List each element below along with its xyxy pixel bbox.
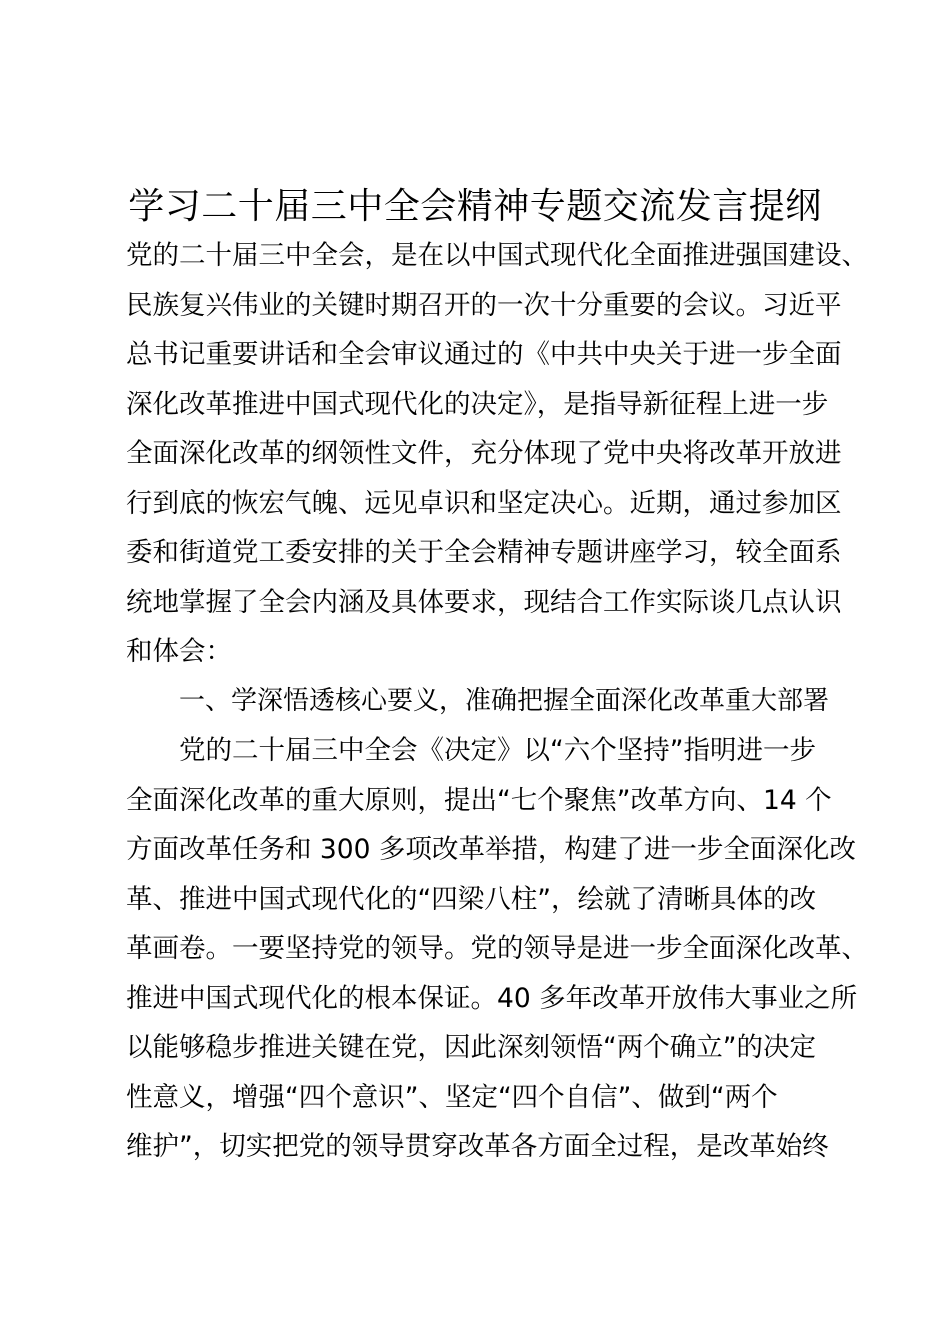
document-body (126, 231, 868, 1172)
paragraph-line: 深化改革推进中国式现代化的决定》，是指导新征程上进一步 (126, 388, 829, 420)
paragraph-line: 维护”，切实把党的领导贯穿改革各方面全过程，是改革始终 (126, 1131, 829, 1162)
paragraph-line: 行到底的恢宏气魄、远见卓识和坚定决心。近期，通过参加区 (126, 487, 842, 519)
section-heading-paragraph (126, 677, 846, 727)
section-heading: 一、学深悟透核心要义，准确把握全面深化改革重大部署 (179, 685, 830, 716)
intro-paragraph (126, 231, 868, 677)
section-paragraph (126, 726, 868, 1172)
paragraph-line: 革、推进中国式现代化的“四梁八柱”，绘就了清晰具体的改 (126, 883, 816, 915)
paragraph-line: 总书记重要讲话和全会审议通过的《中共中央关于进一步全面 (126, 339, 842, 370)
paragraph-line: 全面深化改革的纲领性文件，充分体现了党中央将改革开放进 (126, 438, 842, 469)
paragraph-line: 民族复兴伟业的关键时期召开的一次十分重要的会议。习近平 (126, 289, 842, 321)
paragraph-line: 党的二十届三中全会《决定》以“六个坚持”指明进一步 (179, 735, 816, 766)
paragraph-line: 性意义，增强“四个意识”、坚定“四个自信”、做到“两个 (126, 1081, 778, 1113)
paragraph-line: 委和街道党工委安排的关于全会精神专题讲座学习，较全面系 (126, 537, 842, 568)
paragraph-line: 和体会： (126, 636, 232, 667)
document-title: 学习二十届三中全会精神专题交流发言提纲 (128, 186, 822, 227)
paragraph-line: 推进中国式现代化的根本保证。40 多年改革开放伟大事业之所 (126, 982, 858, 1014)
paragraph-line: 全面深化改革的重大原则，提出“七个聚焦”改革方向、14 个 (126, 784, 832, 816)
paragraph-line: 方面改革任务和 300 多项改革举措，构建了进一步全面深化改 (126, 834, 856, 865)
paragraph-line: 统地掌握了全会内涵及具体要求，现结合工作实际谈几点认识 (126, 586, 842, 618)
paragraph-line: 党的二十届三中全会，是在以中国式现代化全面推进强国建设、 (126, 240, 868, 271)
paragraph-line: 以能够稳步推进关键在党，因此深刻领悟“两个确立”的决定 (126, 1032, 816, 1063)
paragraph-line: 革画卷。一要坚持党的领导。党的领导是进一步全面深化改革、 (126, 933, 868, 964)
